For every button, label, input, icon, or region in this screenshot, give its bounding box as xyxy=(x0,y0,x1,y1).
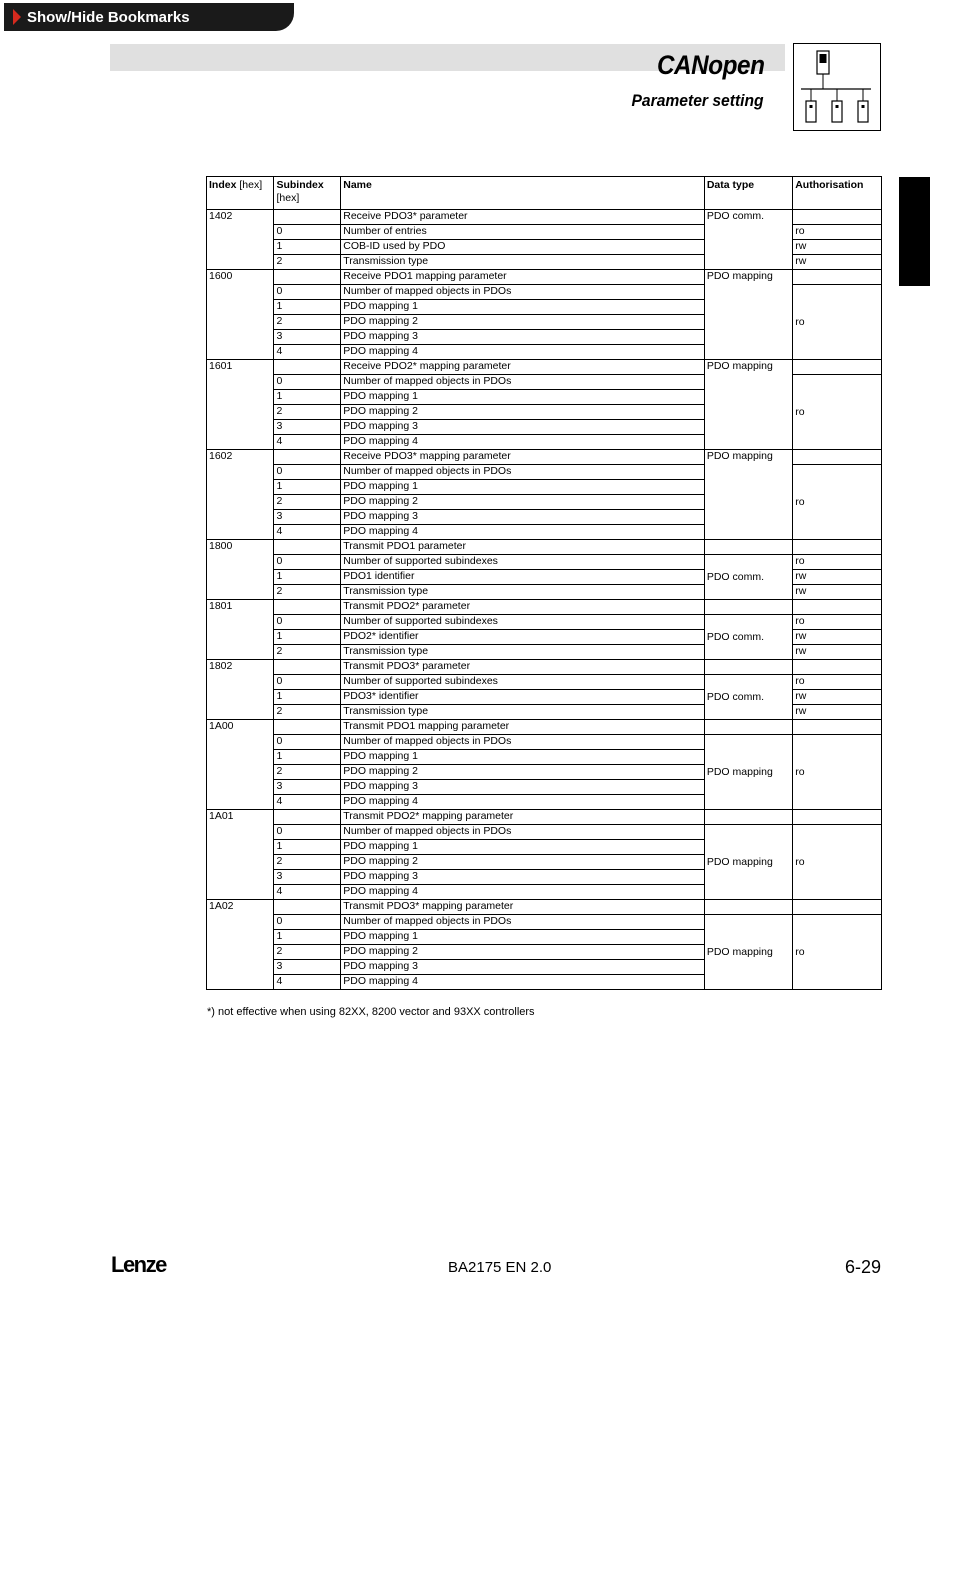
table-row xyxy=(207,915,882,930)
name-cell: PDO mapping 1 xyxy=(341,300,705,315)
subindex-cell: 0 xyxy=(274,285,341,300)
datatype-cell xyxy=(704,600,792,615)
name-cell: PDO mapping 4 xyxy=(341,525,705,540)
authorisation-cell: ro xyxy=(793,375,882,450)
subindex-cell: 1 xyxy=(274,750,341,765)
subindex-cell: 2 xyxy=(274,315,341,330)
name-cell: Number of mapped objects in PDOs xyxy=(341,735,705,750)
index-cell: 1801 xyxy=(207,600,274,660)
chapter-tab xyxy=(899,177,930,286)
authorisation-cell xyxy=(793,270,882,285)
datatype-cell: PDO mapping xyxy=(704,270,792,360)
subindex-cell: 2 xyxy=(274,495,341,510)
table-row xyxy=(207,900,882,915)
name-cell: Receive PDO2* mapping parameter xyxy=(341,360,705,375)
subindex-cell: 1 xyxy=(274,930,341,945)
subindex-cell: 3 xyxy=(274,960,341,975)
authorisation-cell xyxy=(793,810,882,825)
subindex-cell: 2 xyxy=(274,645,341,660)
subindex-cell: 0 xyxy=(274,615,341,630)
name-cell: PDO mapping 3 xyxy=(341,960,705,975)
subindex-cell: 0 xyxy=(274,915,341,930)
name-cell: PDO mapping 3 xyxy=(341,510,705,525)
name-cell: PDO mapping 4 xyxy=(341,795,705,810)
authorisation-cell: rw xyxy=(793,570,882,585)
name-cell: PDO2* identifier xyxy=(341,630,705,645)
subindex-cell xyxy=(274,540,341,555)
name-cell: PDO mapping 4 xyxy=(341,345,705,360)
datatype-cell xyxy=(704,660,792,675)
name-cell: Transmission type xyxy=(341,585,705,600)
subindex-cell xyxy=(274,660,341,675)
subindex-cell: 0 xyxy=(274,675,341,690)
index-cell: 1A02 xyxy=(207,900,274,990)
authorisation-cell: ro xyxy=(793,555,882,570)
bookmarks-label: Show/Hide Bookmarks xyxy=(27,8,190,26)
can-network-icon xyxy=(793,43,881,131)
table-row xyxy=(207,810,882,825)
subindex-cell: 4 xyxy=(274,795,341,810)
subindex-cell: 0 xyxy=(274,555,341,570)
subindex-cell xyxy=(274,810,341,825)
subindex-cell: 1 xyxy=(274,690,341,705)
name-cell: Number of supported subindexes xyxy=(341,675,705,690)
name-cell: Transmit PDO1 mapping parameter xyxy=(341,720,705,735)
name-cell: PDO mapping 4 xyxy=(341,885,705,900)
datatype-cell xyxy=(704,540,792,555)
datatype-cell xyxy=(704,810,792,825)
col-name-header: Name xyxy=(341,177,705,210)
table-row xyxy=(207,555,882,570)
table-row xyxy=(207,270,882,285)
datatype-cell: PDO mapping xyxy=(704,915,792,990)
subindex-cell: 1 xyxy=(274,480,341,495)
name-cell: PDO mapping 3 xyxy=(341,330,705,345)
subindex-cell: 4 xyxy=(274,885,341,900)
table-row xyxy=(207,600,882,615)
authorisation-cell: ro xyxy=(793,615,882,630)
col-index-header: Index [hex] xyxy=(207,177,274,210)
subindex-cell: 2 xyxy=(274,765,341,780)
datatype-cell: PDO mapping xyxy=(704,825,792,900)
table-row xyxy=(207,660,882,675)
name-cell: PDO mapping 2 xyxy=(341,945,705,960)
authorisation-cell xyxy=(793,660,882,675)
col-subindex-header: Subindex [hex] xyxy=(274,177,341,210)
subindex-cell: 0 xyxy=(274,375,341,390)
authorisation-cell xyxy=(793,210,882,225)
name-cell: PDO mapping 1 xyxy=(341,750,705,765)
index-cell: 1802 xyxy=(207,660,274,720)
name-cell: Receive PDO3* parameter xyxy=(341,210,705,225)
name-cell: PDO mapping 2 xyxy=(341,765,705,780)
authorisation-cell: ro xyxy=(793,465,882,540)
name-cell: Number of mapped objects in PDOs xyxy=(341,465,705,480)
name-cell: Transmit PDO3* parameter xyxy=(341,660,705,675)
table-row xyxy=(207,720,882,735)
authorisation-cell xyxy=(793,600,882,615)
name-cell: PDO1 identifier xyxy=(341,570,705,585)
subindex-cell: 3 xyxy=(274,510,341,525)
name-cell: PDO mapping 1 xyxy=(341,480,705,495)
subindex-cell xyxy=(274,450,341,465)
authorisation-cell: rw xyxy=(793,585,882,600)
authorisation-cell: ro xyxy=(793,915,882,990)
subindex-cell: 1 xyxy=(274,840,341,855)
authorisation-cell: rw xyxy=(793,240,882,255)
name-cell: PDO mapping 2 xyxy=(341,405,705,420)
authorisation-cell: rw xyxy=(793,690,882,705)
index-cell: 1402 xyxy=(207,210,274,270)
document-code: BA2175 EN 2.0 xyxy=(448,1259,552,1276)
subindex-cell: 3 xyxy=(274,420,341,435)
name-cell: PDO mapping 3 xyxy=(341,780,705,795)
table-row xyxy=(207,735,882,750)
name-cell: Transmit PDO2* parameter xyxy=(341,600,705,615)
datatype-cell: PDO mapping xyxy=(704,735,792,810)
authorisation-cell: ro xyxy=(793,285,882,360)
triangle-right-icon xyxy=(13,9,21,25)
name-cell: Transmit PDO1 parameter xyxy=(341,540,705,555)
table-row xyxy=(207,360,882,375)
subindex-cell: 4 xyxy=(274,435,341,450)
subindex-cell: 2 xyxy=(274,585,341,600)
subindex-cell: 0 xyxy=(274,735,341,750)
subindex-cell: 3 xyxy=(274,330,341,345)
subindex-cell xyxy=(274,360,341,375)
subindex-cell: 1 xyxy=(274,300,341,315)
subindex-cell: 0 xyxy=(274,465,341,480)
authorisation-cell: rw xyxy=(793,705,882,720)
subindex-cell: 0 xyxy=(274,225,341,240)
name-cell: COB-ID used by PDO xyxy=(341,240,705,255)
subindex-cell: 2 xyxy=(274,255,341,270)
subindex-cell: 4 xyxy=(274,525,341,540)
parameter-table xyxy=(206,176,882,990)
datatype-cell: PDO comm. xyxy=(704,210,792,270)
name-cell: Transmit PDO2* mapping parameter xyxy=(341,810,705,825)
name-cell: PDO mapping 3 xyxy=(341,420,705,435)
name-cell: PDO mapping 2 xyxy=(341,495,705,510)
name-cell: Number of mapped objects in PDOs xyxy=(341,825,705,840)
table-row xyxy=(207,540,882,555)
datatype-cell xyxy=(704,900,792,915)
name-cell: Receive PDO1 mapping parameter xyxy=(341,270,705,285)
authorisation-cell xyxy=(793,900,882,915)
page-title: CANopen xyxy=(656,50,764,80)
footnote: *) not effective when using 82XX, 8200 vector and 93XX controllers xyxy=(207,1006,535,1018)
name-cell: PDO mapping 1 xyxy=(341,390,705,405)
subindex-cell xyxy=(274,720,341,735)
authorisation-cell xyxy=(793,450,882,465)
subindex-cell: 3 xyxy=(274,870,341,885)
table-row xyxy=(207,210,882,225)
index-cell: 1601 xyxy=(207,360,274,450)
index-cell: 1600 xyxy=(207,270,274,360)
index-cell: 1602 xyxy=(207,450,274,540)
name-cell: Transmission type xyxy=(341,645,705,660)
col-datatype-header: Data type xyxy=(704,177,792,210)
subindex-cell: 2 xyxy=(274,705,341,720)
table-row xyxy=(207,825,882,840)
table-row xyxy=(207,675,882,690)
page-subtitle: Parameter setting xyxy=(631,91,764,110)
datatype-cell xyxy=(704,720,792,735)
datatype-cell: PDO comm. xyxy=(704,555,792,600)
name-cell: Receive PDO3* mapping parameter xyxy=(341,450,705,465)
subindex-cell: 4 xyxy=(274,345,341,360)
name-cell: PDO mapping 3 xyxy=(341,870,705,885)
page-number: 6-29 xyxy=(845,1257,882,1277)
datatype-cell: PDO comm. xyxy=(704,615,792,660)
name-cell: PDO mapping 4 xyxy=(341,435,705,450)
subindex-cell: 1 xyxy=(274,630,341,645)
authorisation-cell: rw xyxy=(793,645,882,660)
subindex-cell: 1 xyxy=(274,240,341,255)
authorisation-cell: ro xyxy=(793,735,882,810)
name-cell: PDO mapping 2 xyxy=(341,315,705,330)
authorisation-cell: ro xyxy=(793,675,882,690)
name-cell: Number of supported subindexes xyxy=(341,555,705,570)
subindex-cell xyxy=(274,210,341,225)
subindex-cell xyxy=(274,270,341,285)
authorisation-cell: rw xyxy=(793,630,882,645)
datatype-cell: PDO comm. xyxy=(704,675,792,720)
name-cell: Transmit PDO3* mapping parameter xyxy=(341,900,705,915)
authorisation-cell xyxy=(793,360,882,375)
authorisation-cell xyxy=(793,720,882,735)
subindex-cell: 4 xyxy=(274,975,341,990)
subindex-cell: 2 xyxy=(274,855,341,870)
name-cell: Transmission type xyxy=(341,705,705,720)
name-cell: Number of mapped objects in PDOs xyxy=(341,285,705,300)
table-header-row xyxy=(207,177,882,210)
show-hide-bookmarks-button[interactable] xyxy=(4,3,294,31)
table-row xyxy=(207,450,882,465)
index-cell: 1A01 xyxy=(207,810,274,900)
name-cell: PDO mapping 1 xyxy=(341,840,705,855)
lenze-logo: Lenze xyxy=(111,1252,166,1277)
name-cell: PDO mapping 1 xyxy=(341,930,705,945)
name-cell: Number of supported subindexes xyxy=(341,615,705,630)
table-row xyxy=(207,615,882,630)
subindex-cell: 1 xyxy=(274,390,341,405)
subindex-cell xyxy=(274,600,341,615)
authorisation-cell: ro xyxy=(793,225,882,240)
subindex-cell: 3 xyxy=(274,780,341,795)
name-cell: PDO mapping 2 xyxy=(341,855,705,870)
name-cell: Number of mapped objects in PDOs xyxy=(341,915,705,930)
index-cell: 1800 xyxy=(207,540,274,600)
name-cell: Transmission type xyxy=(341,255,705,270)
authorisation-cell xyxy=(793,540,882,555)
index-cell: 1A00 xyxy=(207,720,274,810)
subindex-cell: 2 xyxy=(274,405,341,420)
subindex-cell: 1 xyxy=(274,570,341,585)
datatype-cell: PDO mapping xyxy=(704,450,792,540)
name-cell: Number of entries xyxy=(341,225,705,240)
subindex-cell: 0 xyxy=(274,825,341,840)
subindex-cell xyxy=(274,900,341,915)
col-authorisation-header: Authorisation xyxy=(793,177,882,210)
datatype-cell: PDO mapping xyxy=(704,360,792,450)
name-cell: PDO3* identifier xyxy=(341,690,705,705)
name-cell: Number of mapped objects in PDOs xyxy=(341,375,705,390)
authorisation-cell: ro xyxy=(793,825,882,900)
authorisation-cell: rw xyxy=(793,255,882,270)
name-cell: PDO mapping 4 xyxy=(341,975,705,990)
subindex-cell: 2 xyxy=(274,945,341,960)
